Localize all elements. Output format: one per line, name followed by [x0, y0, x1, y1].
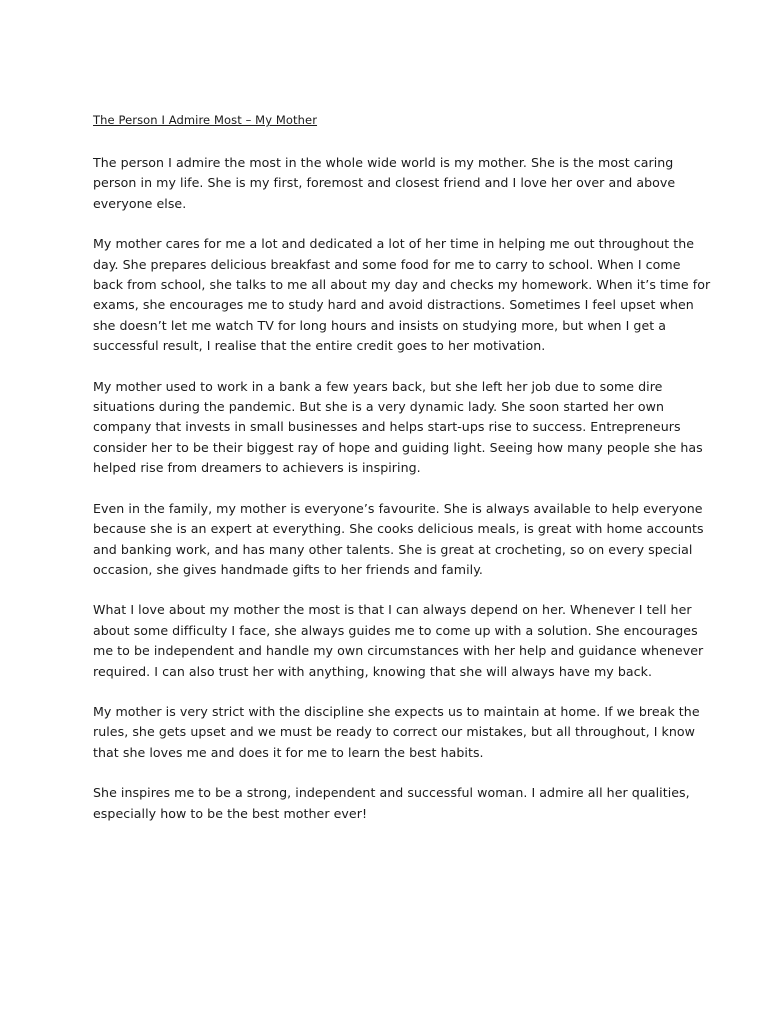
text-line: because she is an expert at everything. She cooks delicious meals, is great with home accounts [93, 521, 704, 537]
text-line: back from school, she talks to me all about my day and checks my homework. When it’s time for [93, 277, 711, 293]
paragraph [93, 234, 711, 356]
text-line: everyone else. [93, 195, 187, 211]
text-line: She inspires me to be a strong, independent and successful woman. I admire all her qualities, [93, 785, 690, 801]
text-line: me to be independent and handle my own circumstances with her help and guidance whenever [93, 643, 704, 659]
text-line: The person I admire the most in the whole wide world is my mother. She is the most caring [93, 155, 674, 170]
text-line: consider her to be their biggest ray of hope and guiding light. Seeing how many people she has [93, 439, 703, 455]
text-line: situations during the pandemic. But she is a very dynamic lady. She soon started her own [93, 399, 665, 415]
text-line: rules, she gets upset and we must be ready to correct our mistakes, but all throughout, I know [93, 724, 696, 740]
text-line: successful result, I realise that the entire credit goes to her motivation. [93, 338, 546, 354]
document-title: The Person I Admire Most – My Mother [93, 113, 318, 127]
text-line: helped rise from dreamers to achievers is inspiring. [93, 460, 421, 476]
paragraph [93, 783, 690, 824]
text-line: about some difficulty I face, she always guides me to come up with a solution. She encourages [93, 622, 698, 638]
paragraph [93, 600, 704, 682]
paragraph [93, 153, 687, 214]
text-line: Even in the family, my mother is everyone’s favourite. She is always available to help everyone [93, 500, 703, 516]
text-line: My mother is very strict with the discipline she expects us to maintain at home. If we break the [93, 703, 700, 719]
paragraph [93, 499, 704, 581]
document-body [93, 111, 711, 844]
text-line: company that invests in small businesses and helps start-ups rise to success. Entrepreneurs [93, 419, 681, 435]
text-line: My mother used to work in a bank a few years back, but she left her job due to some dire [93, 378, 663, 394]
paragraph-list [93, 153, 711, 824]
text-line: My mother cares for me a lot and dedicated a lot of her time in helping me out throughout the [93, 236, 695, 252]
text-line: especially how to be the best mother ever! [93, 805, 368, 821]
paragraph [93, 377, 703, 479]
text-line: exams, she encourages me to study hard and avoid distractions. Sometimes I feel upset when [93, 297, 694, 313]
text-line: required. I can also trust her with anything, knowing that she will always have my back. [93, 663, 653, 679]
text-line: that she loves me and does it for me to learn the best habits. [93, 744, 484, 760]
paragraph [93, 702, 700, 763]
text-line: occasion, she gives handmade gifts to her friends and family. [93, 561, 483, 577]
text-line: she doesn’t let me watch TV for long hours and insists on studying more, but when I get a [93, 317, 667, 333]
text-line: and banking work, and has many other talents. She is great at crocheting, so on every special [93, 541, 693, 557]
text-line: person in my life. She is my first, foremost and closest friend and I love her over and above [93, 175, 676, 191]
text-line: What I love about my mother the most is that I can always depend on her. Whenever I tell her [93, 602, 692, 618]
text-line: day. She prepares delicious breakfast and some food for me to carry to school. When I come [93, 256, 681, 272]
